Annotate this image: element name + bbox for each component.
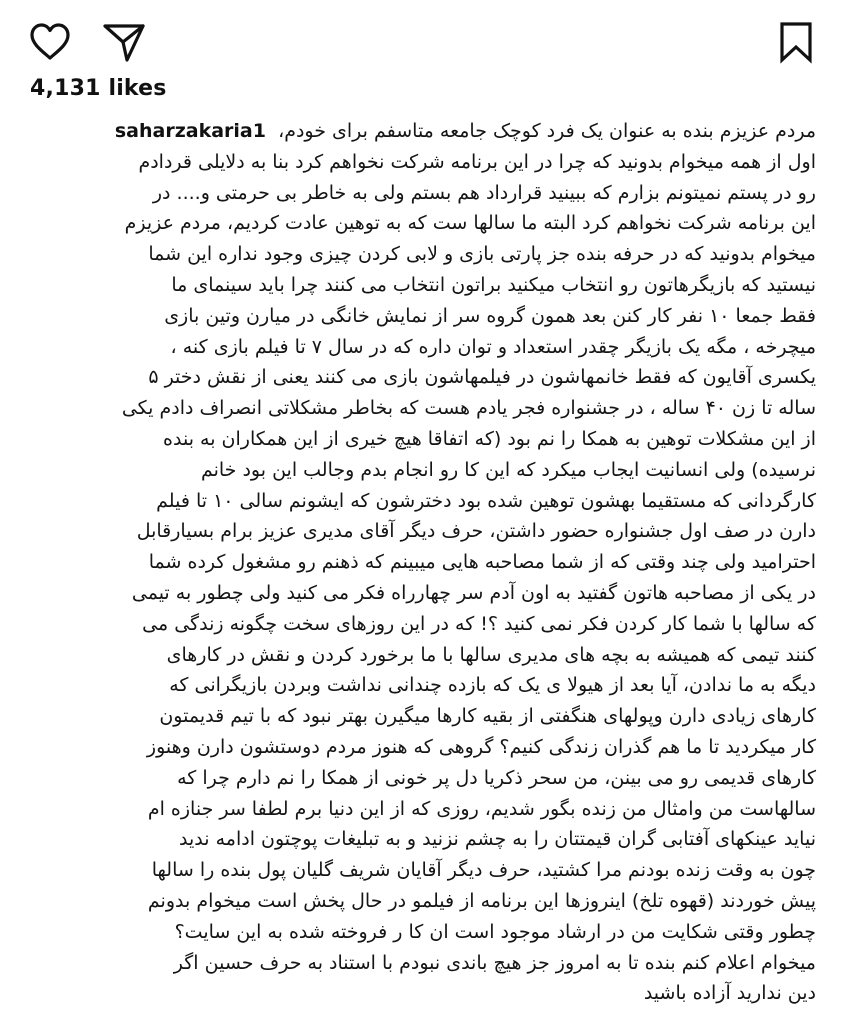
caption-line: فقط جمعا ۱۰ نفر کار کنن بعد همون گروه سر از نمایش خانگی در میارن وتین بازی (164, 304, 816, 327)
caption-line: کارهای قدیمی رو می بینن، من سحر ذکریا دل پر خونی از همکا را نم دارم چرا که (177, 766, 816, 789)
caption-line: احترامید ولی چند وقتی که از شما مصاحبه هایی میبینم که ذهنم رو مشغول کرده شما (148, 551, 816, 574)
bookmark-outline-icon (774, 20, 818, 64)
caption-line: اول از همه میخوام بدونید که چرا در این برنامه شرکت نخواهم کرد بنا به دلایلی قردادم (138, 150, 816, 173)
caption-line: در یکی از مصاحبه هاتون گفتید به اون آدم سر چهارراه فکر می کنید ولی چطور به تیمی (131, 581, 816, 604)
caption-line: سالهاست من وامثال من زنده بگور شدیم، روزی که از این دنیا برم لطفا سر جنازه ام (147, 797, 816, 820)
paper-plane-icon (102, 20, 146, 64)
caption-line: نیاید عینکهای آفتابی گران قیمتتان را به چشم نزنید و به تبلیغات پوچتون ادامه ندید (179, 828, 816, 851)
share-button[interactable] (102, 20, 146, 64)
caption-line: کار میکردید تا ما هم گذران زندگی کنیم؟ گروهی که هنوز مردم دوستشون دارن وهنوز (146, 735, 816, 758)
caption-line: کارهای زیادی دارن وپولهای هنگفتی از بقیه کارها میگیرن بهتر نبود که با تیم قدیمتون (159, 705, 816, 728)
caption-line: کارگردانی که مستقیما بهشون توهین شده بود دخترشون که ایشونم سالی ۱۰ تا فیلم (156, 489, 816, 512)
post-author-username[interactable]: saharzakaria1 (114, 120, 266, 142)
caption-line: کنند تیمی که همیشه به بچه های مدیری سالها با ما برخورد کردن و نقش در کارهای (166, 643, 816, 666)
save-button[interactable] (774, 20, 818, 64)
like-button[interactable] (28, 20, 72, 64)
caption-line: از این مشکلات توهین به همکا را نم بود (که اتفاقا هیچ خیری از این همکاران به بنده (163, 427, 816, 450)
caption-first-line (26, 116, 816, 147)
caption-line: نیستید که بازیگرهاتون رو انتخاب میکنید براتون انتخاب می کنند چرا باید سینمای ما (171, 273, 816, 296)
caption-line: که سالها با شما کار کردن فکر نمی کنید ؟! که در این روزهای سخت چگونه زندگی می (142, 612, 816, 635)
caption-line: دیگه به ما ندادن، آیا بعد از هیولا ی یک که بازده چندانی نداشت وبردن بازیگرانی که (169, 674, 816, 697)
likes-count[interactable]: 4,131 likes (30, 76, 167, 101)
caption-line: پیش خوردند (قهوه تلخ) اینروزها این برنامه از فیلمو در حال پخش است میخوام بدونم (147, 889, 816, 912)
caption-line: رو در پستم نمیتونم بزارم که ببینید قرارداد هم بستم ولی به خاطر بی حرمتی و.... در (152, 181, 816, 204)
caption-first-line-text: مردم عزیزم بنده به عنوان یک فرد کوچک جامعه متاسفم برای خودم، (278, 120, 816, 142)
caption-line: چون به وقت زنده بودنم مرا کشتید، حرف دیگر آقایان شریف گلیان پول بنده را سالها (151, 859, 816, 882)
caption-line: دارن در صف اول جشنواره حضور داشتن، حرف دیگر آقای مدیری عزیز برام بسیارقابل (136, 520, 816, 543)
caption-line: میخوام بدونید که در حرفه بنده جز پارتی بازی و لابی کردن چیزی وجود نداره این شما (148, 243, 816, 266)
caption-line: دین ندارید آزاده باشید (643, 982, 816, 1005)
post-action-bar (28, 20, 818, 64)
caption-line: یکسری آقایون که فقط خانمهاشون در فیلمهاشون بازی می کنند یعنی از نقش دختر ۵ (148, 366, 816, 389)
caption-line: نرسیده) ولی انسانیت ایجاب میکرد که این کا رو انجام بدم وجالب این بود خانم (200, 458, 816, 481)
heart-outline-icon (28, 20, 72, 64)
caption-line: میخوام اعلام کنم بنده تا به امروز جز هیچ باندی نبودم با استناد به حرف حسین اگر (173, 951, 816, 974)
caption-line: ساله تا زن ۴۰ ساله ، در جشنواره فجر یادم هست که بخاطر مشکلاتی انصراف دادم یکی (121, 397, 816, 420)
caption-line: میچرخه ، مگه یک بازیگر چقدر استعداد و توان داره که در سال ۷ تا فیلم بازی کنه ، (170, 335, 816, 358)
caption-line: چطور وقتی شکایت من در ارشاد موجود است ان کا ر فروخته شده به این سایت؟ (174, 920, 816, 943)
post-caption (26, 116, 816, 1009)
caption-line: این برنامه شرکت نخواهم کرد البته ما سالها ست که به توهین عادت کردیم، مردم عزیزم (124, 212, 816, 235)
